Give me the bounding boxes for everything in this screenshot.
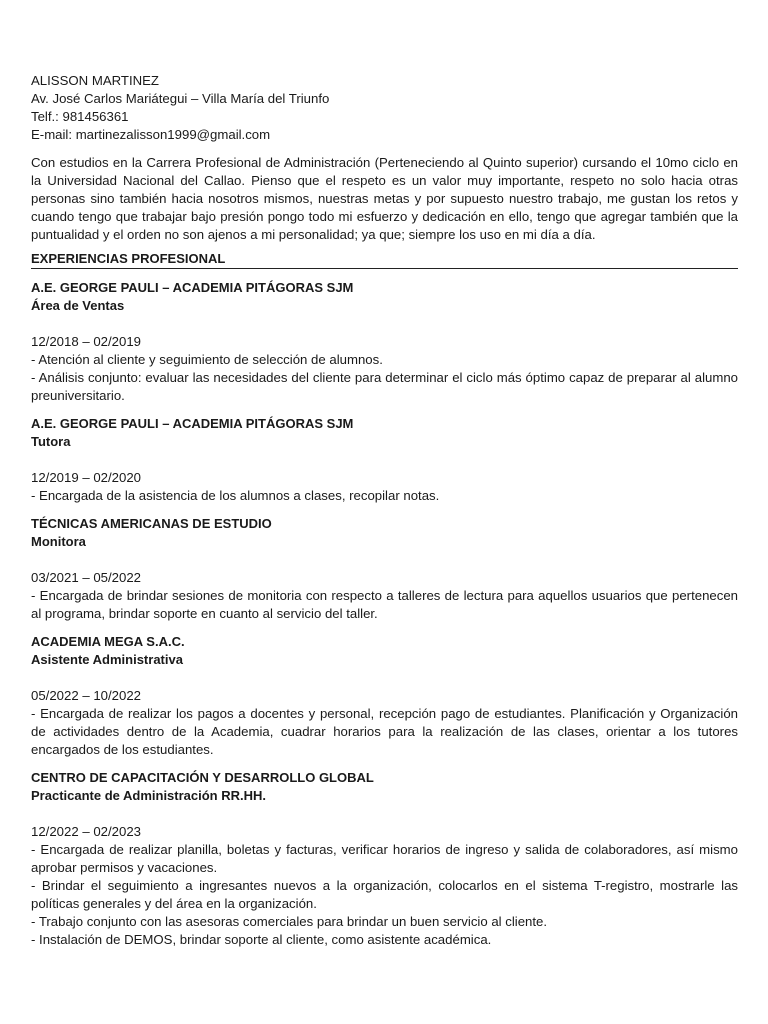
job-organization: TÉCNICAS AMERICANAS DE ESTUDIO (31, 516, 272, 531)
job-role: Monitora (31, 534, 86, 549)
job-dates: 05/2022 – 10/2022 (31, 688, 142, 703)
experience-section-title: EXPERIENCIAS PROFESIONAL (31, 250, 738, 269)
candidate-email: E-mail: martinezalisson1999@gmail.com (31, 127, 271, 142)
job-entry (31, 279, 738, 405)
candidate-phone: Telf.: 981456361 (31, 109, 129, 124)
job-entry (31, 769, 738, 949)
job-dates: 12/2019 – 02/2020 (31, 470, 142, 485)
profile-summary: Con estudios en la Carrera Profesional de Administración (Perteneciendo al Quinto superior) cursando el 10mo ciclo en la Universidad Nacional del Callao. Pienso que el respeto es un valor muy importante, respeto no solo hacia otras personas sino también hacia nosotros mismos, nuestras metas y por supuesto nuestro trabajo, me gustan los retos y cuando tengo que trabajar bajo presión pongo todo mi esfuerzo y dedicación en ello, tengo que agregar también que la puntualidad y el orden no son ajenos a mi personalidad; ya que; siempre los uso en mi día a día. (31, 155, 738, 242)
job-dates: 03/2021 – 05/2022 (31, 570, 142, 585)
job-organization: A.E. GEORGE PAULI – ACADEMIA PITÁGORAS SJM (31, 416, 354, 431)
job-organization: ACADEMIA MEGA S.A.C. (31, 634, 185, 649)
job-duty: - Trabajo conjunto con las asesoras comerciales para brindar un buen servicio al cliente. (31, 914, 548, 929)
job-role: Asistente Administrativa (31, 652, 183, 667)
job-duty: - Encargada de realizar los pagos a docentes y personal, recepción pago de estudiantes. Planificación y Organización de actividades dentro de la Academia, cuadrar horarios para la realización de las clases, orientar a los tutores encargados de los estudiantes. (31, 706, 738, 757)
job-entry (31, 515, 738, 623)
job-duty: - Encargada de realizar planilla, boletas y facturas, verificar horarios de ingreso y salida de colaboradores, así mismo aprobar permisos y vacaciones. (31, 842, 738, 875)
resume-page (31, 72, 738, 949)
experience-list (31, 279, 738, 949)
job-organization: A.E. GEORGE PAULI – ACADEMIA PITÁGORAS SJM (31, 280, 354, 295)
job-dates: 12/2022 – 02/2023 (31, 824, 142, 839)
job-duty: - Encargada de brindar sesiones de monitoria con respecto a talleres de lectura para aquellos usuarios que pertenecen al programa, brindar soporte en cuanto al servicio del taller. (31, 588, 738, 621)
job-dates: 12/2018 – 02/2019 (31, 334, 142, 349)
job-organization: CENTRO DE CAPACITACIÓN Y DESARROLLO GLOBAL (31, 770, 374, 785)
job-duty: - Encargada de la asistencia de los alumnos a clases, recopilar notas. (31, 488, 440, 503)
candidate-name: ALISSON MARTINEZ (31, 73, 159, 88)
job-role: Practicante de Administración RR.HH. (31, 788, 267, 803)
job-duty: - Brindar el seguimiento a ingresantes nuevos a la organización, colocarlos en el sistema T-registro, mostrarle las políticas generales y del área en la organización. (31, 878, 738, 911)
job-entry (31, 633, 738, 759)
job-duty: - Atención al cliente y seguimiento de selección de alumnos. (31, 352, 383, 367)
job-role: Área de Ventas (31, 298, 125, 313)
job-duty: - Análisis conjunto: evaluar las necesidades del cliente para determinar el ciclo más óptimo capaz de preparar al alumno preuniversitario. (31, 370, 738, 403)
candidate-address: Av. José Carlos Mariátegui – Villa María del Triunfo (31, 91, 330, 106)
job-role: Tutora (31, 434, 71, 449)
contact-block (31, 72, 738, 144)
job-entry (31, 415, 738, 505)
job-duty: - Instalación de DEMOS, brindar soporte al cliente, como asistente académica. (31, 932, 492, 947)
